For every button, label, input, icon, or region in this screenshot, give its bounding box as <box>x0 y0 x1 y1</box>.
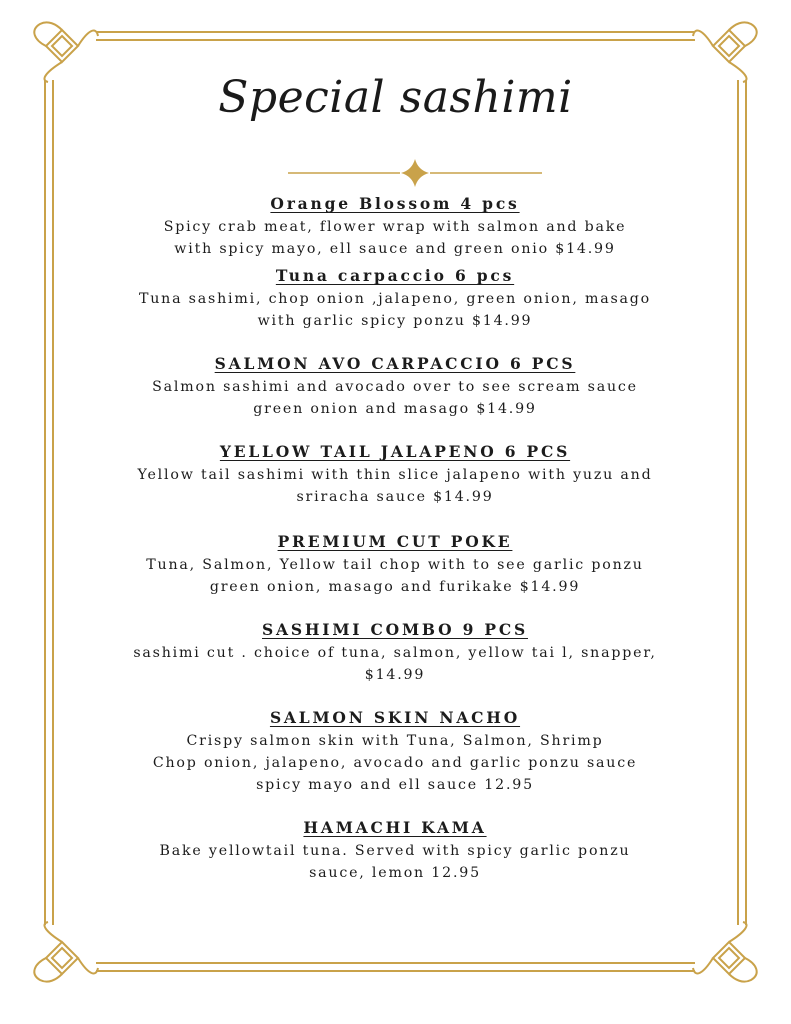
item-description: Salmon sashimi and avocado over to see scream sauce green onion and masago $14.99 <box>152 379 638 417</box>
menu-item-yellow-tail-jalapeno <box>95 440 695 508</box>
item-description: Tuna sashimi, chop onion ,jalapeno, green onion, masago with garlic spicy ponzu $14.99 <box>138 291 652 329</box>
item-name: SASHIMI COMBO 9 PCS <box>262 620 528 639</box>
menu-item-sashimi-combo <box>95 618 695 686</box>
star-divider <box>288 158 542 188</box>
menu-list <box>95 192 695 884</box>
menu-item-premium-cut-poke <box>95 530 695 598</box>
item-description: Bake yellowtail tuna. Served with spicy garlic ponzu sauce, lemon 12.95 <box>159 843 631 881</box>
item-name: Orange Blossom 4 pcs <box>270 194 520 213</box>
menu-item-hamachi-kama <box>95 816 695 884</box>
menu-item-salmon-skin-nacho <box>95 706 695 796</box>
sparkle-star-icon <box>401 159 429 187</box>
item-name: YELLOW TAIL JALAPENO 6 PCS <box>219 442 571 461</box>
menu-item-tuna-carpaccio <box>95 264 695 332</box>
item-name: SALMON SKIN NACHO <box>269 708 521 727</box>
corner-ornament-bottom-right <box>693 922 757 982</box>
item-name: Tuna carpaccio 6 pcs <box>275 266 515 285</box>
item-name: HAMACHI KAMA <box>303 818 487 837</box>
item-description: Spicy crab meat, flower wrap with salmon and bake with spicy mayo, ell sauce and green onio $14.99 <box>163 219 627 257</box>
item-name: SALMON AVO CARPACCIO 6 PCS <box>214 354 576 373</box>
menu-item-orange-blossom <box>95 192 695 260</box>
item-description: Crispy salmon skin with Tuna, Salmon, Shrimp Chop onion, jalapeno, avocado and garlic ponzu sauce spicy mayo and ell sauce 12.95 <box>152 733 638 793</box>
corner-ornament-bottom-left <box>34 922 98 982</box>
item-description: Tuna, Salmon, Yellow tail chop with to see garlic ponzu green onion, masago and furikake $14.99 <box>146 557 644 595</box>
menu-item-salmon-avo-carpaccio <box>95 352 695 420</box>
item-description: Yellow tail sashimi with thin slice jalapeno with yuzu and sriracha sauce $14.99 <box>137 467 653 505</box>
menu-title: Special sashimi <box>218 72 573 123</box>
item-description: sashimi cut . choice of tuna, salmon, yellow tai l, snapper, $14.99 <box>133 645 657 683</box>
item-name: PREMIUM CUT POKE <box>277 532 513 551</box>
